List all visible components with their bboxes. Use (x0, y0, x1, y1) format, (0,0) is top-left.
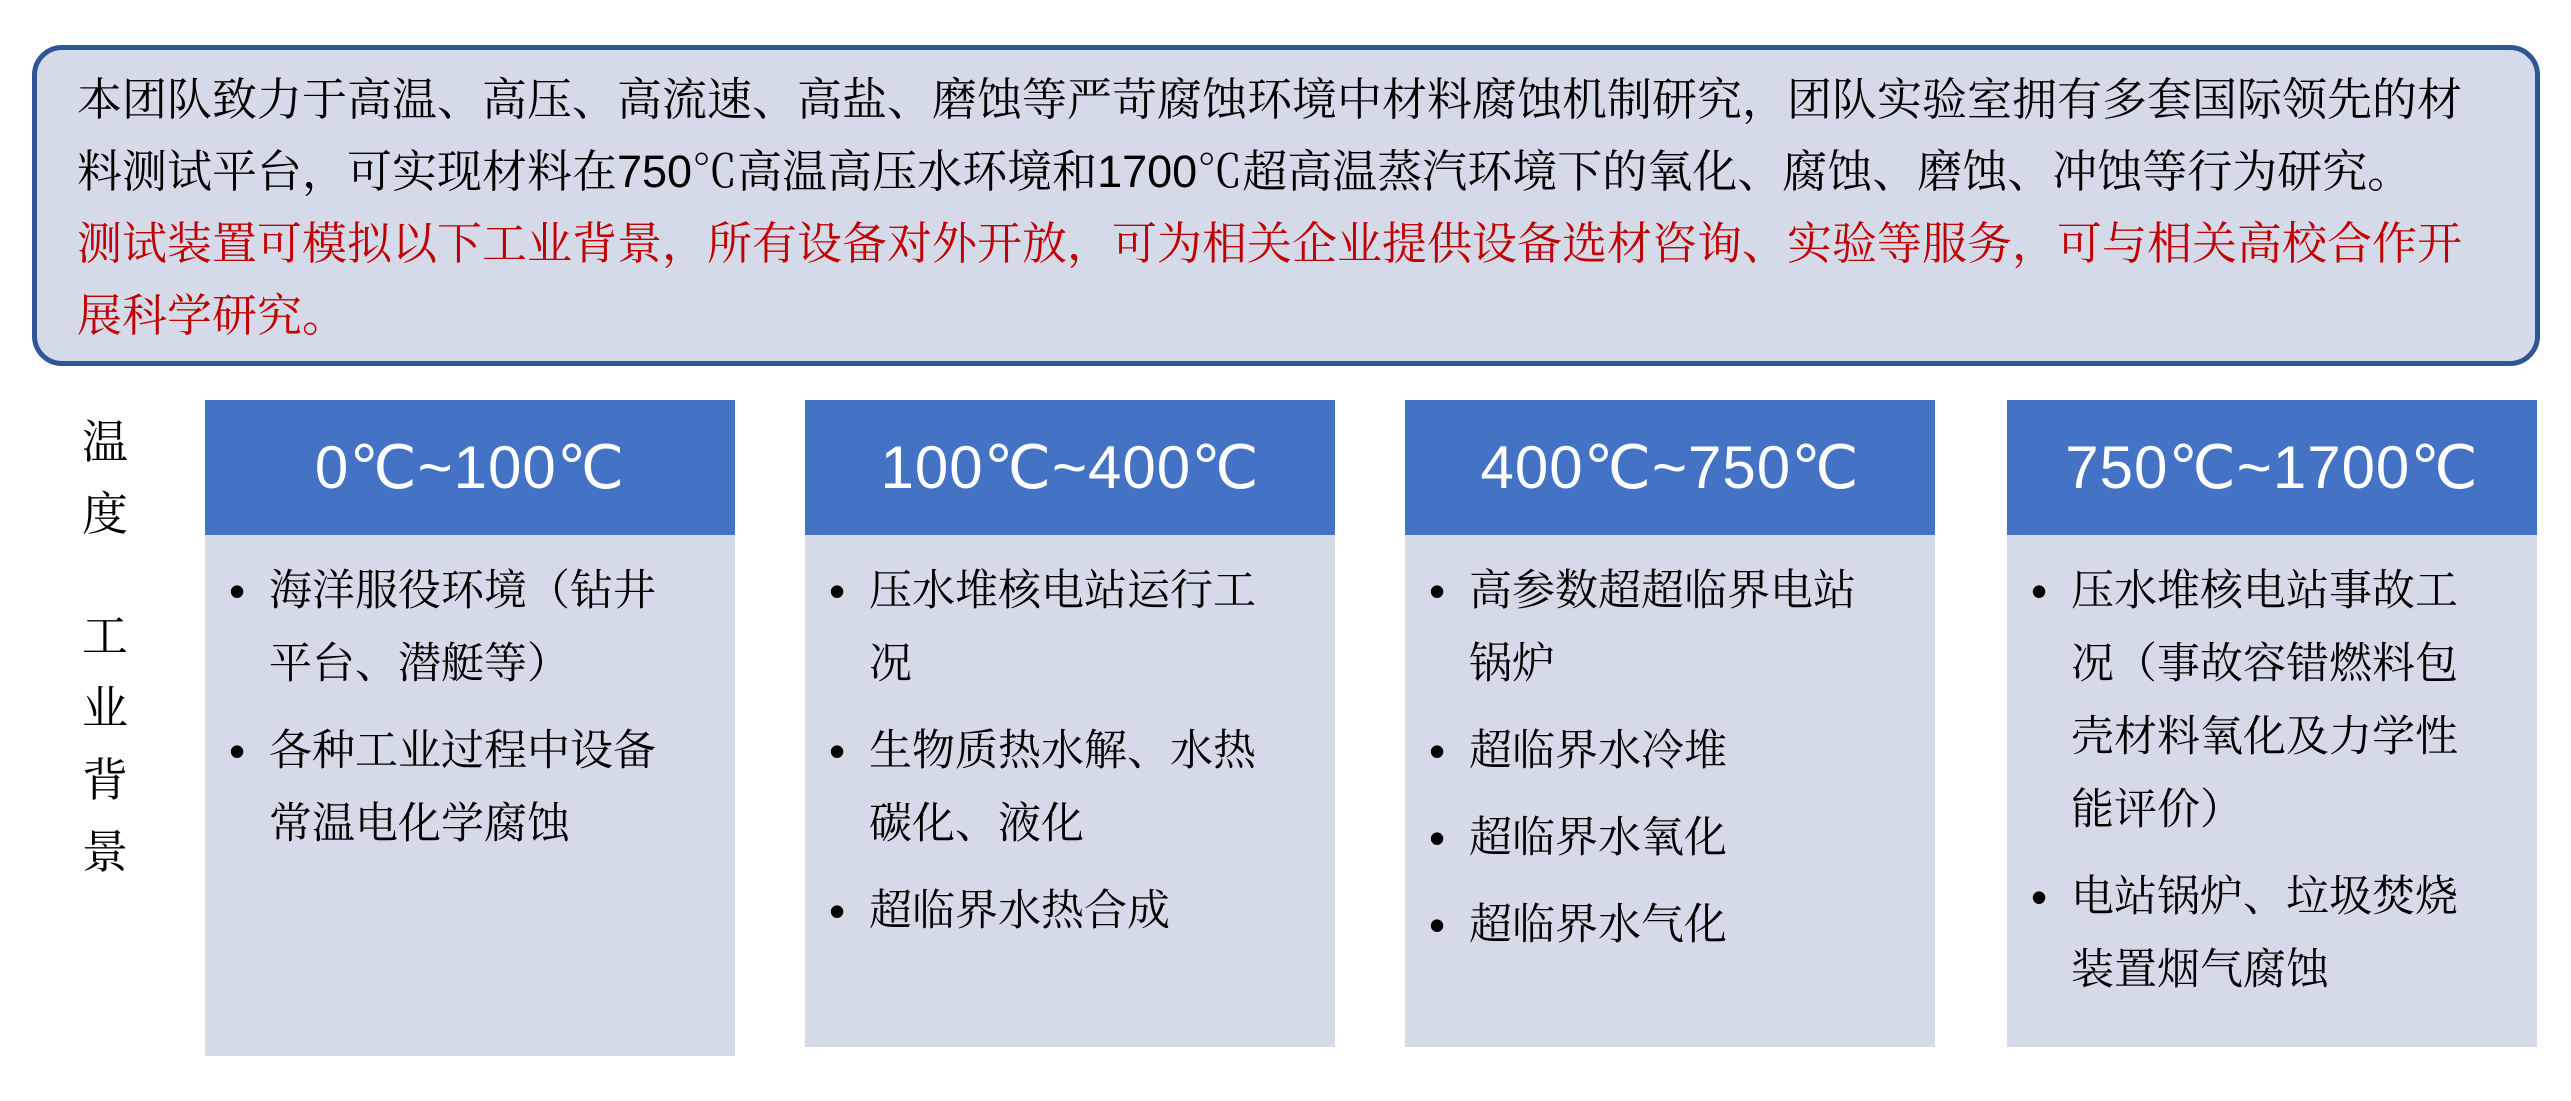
temp-column-400-750 (1405, 400, 1935, 1047)
industry-list (1405, 535, 1935, 1047)
item-text: 超临界水气化 (1469, 901, 1727, 949)
intro-box (32, 45, 2540, 366)
list-item (229, 715, 715, 861)
item-text: 高参数超超临界电站锅炉 (1469, 567, 1856, 688)
list-item (1429, 802, 1915, 875)
bullet-icon: • (829, 565, 846, 617)
intro-text-black: 本团队致力于高温、高压、高流速、高盐、磨蚀等严苛腐蚀环境中材料腐蚀机制研究，团队实验室拥有多套国际领先的材料测试平台，可实现材料在750℃高温高压水环境和1700℃超高温蒸汽环境下的氧化、腐蚀、磨蚀、冲蚀等行为研究。 (77, 74, 2463, 197)
list-item (1429, 555, 1915, 701)
bullet-icon: • (829, 885, 846, 937)
item-text: 超临界水氧化 (1469, 814, 1727, 862)
list-item (829, 875, 1315, 948)
bullet-icon: • (1429, 812, 1446, 864)
temp-range-header: 0℃~100℃ (205, 400, 735, 535)
temp-range-header: 100℃~400℃ (805, 400, 1335, 535)
bullet-icon: • (1429, 899, 1446, 951)
list-item (829, 555, 1315, 701)
bullet-icon: • (229, 725, 246, 777)
bullet-icon: • (1429, 565, 1446, 617)
industry-list (2007, 535, 2537, 1047)
bullet-icon: • (1429, 725, 1446, 777)
bullet-icon: • (2031, 565, 2048, 617)
temp-column-750-1700 (2007, 400, 2537, 1047)
item-text: 压水堆核电站运行工况 (869, 567, 1256, 688)
industry-list (205, 535, 735, 1056)
item-text: 压水堆核电站事故工况（事故容错燃料包壳材料氧化及力学性能评价） (2071, 567, 2458, 834)
item-text: 超临界水热合成 (869, 887, 1170, 935)
item-text: 海洋服役环境（钻井平台、潜艇等） (269, 567, 656, 688)
list-item (1429, 715, 1915, 788)
item-text: 超临界水冷堆 (1469, 727, 1727, 775)
bullet-icon: • (829, 725, 846, 777)
bullet-icon: • (229, 565, 246, 617)
list-item (2031, 555, 2517, 847)
list-item (1429, 889, 1915, 962)
industry-list (805, 535, 1335, 1047)
item-text: 生物质热水解、水热碳化、液化 (869, 727, 1256, 848)
bullet-icon: • (2031, 871, 2048, 923)
temp-column-100-400 (805, 400, 1335, 1047)
list-item (2031, 861, 2517, 1007)
intro-text-red: 测试装置可模拟以下工业背景，所有设备对外开放，可为相关企业提供设备选材咨询、实验等服务，可与相关高校合作开展科学研究。 (77, 218, 2463, 341)
temp-range-header: 400℃~750℃ (1405, 400, 1935, 535)
list-item (829, 715, 1315, 861)
list-item (229, 555, 715, 701)
industry-background-row-label: 工业背景 (82, 610, 128, 878)
item-text: 各种工业过程中设备常温电化学腐蚀 (269, 727, 656, 848)
temp-column-0-100 (205, 400, 735, 1056)
temp-range-header: 750℃~1700℃ (2007, 400, 2537, 535)
item-text: 电站锅炉、垃圾焚烧装置烟气腐蚀 (2071, 873, 2458, 994)
temperature-row-label: 温度 (82, 416, 128, 540)
